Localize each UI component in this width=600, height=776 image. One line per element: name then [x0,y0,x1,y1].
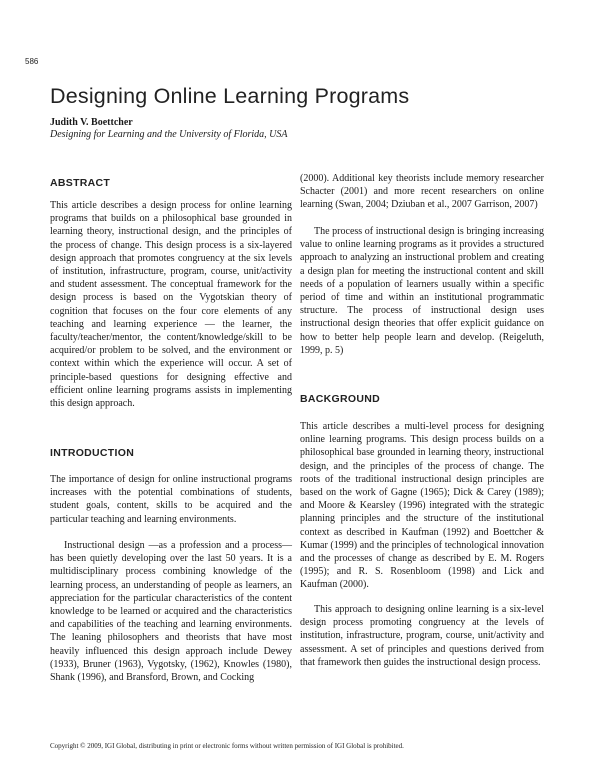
background-paragraph: This article describes a multi-level process for designing online learning programs. This design process builds on a philosophical base grounded in learning theory, instructional design, and the principles of the process of change. The roots of the traditional instructional design principles are based on the work of Gagne (1965); Dick & Carey (1989); and Moore & Kearsley (1996) integrated with the strategic planning principles and the structure of the institutional context as described in Kaufman (1992) and Boettcher & Kumar (1999) and the principles of technological innovation and the processes of change as described by E. M. Rogers (1995); and R. S. Rosenbloom (1998) and Lick and Kaufman (2000). [300,421,544,591]
author-affiliation: Designing for Learning and the University of Florida, USA [50,129,288,140]
body-paragraph: (2000). Additional key theorists include memory researcher Schacter (2001) and more recent researchers on online learning (Swan, 2004; Dziuban et al., 2007 Garrison, 2007) [300,173,544,211]
copyright-footer: Copyright © 2009, IGI Global, distributing in print or electronic forms without written permission of IGI Global is prohibited. [50,742,404,750]
author-name: Judith V. Boettcher [50,117,133,128]
abstract-text: This article describes a design process for online learning programs that builds on a philosophical base grounded in learning theory, instructional design, and the principles of the process of change. This design process is a six-layered design approach that promotes congruency at the six levels of institution, infrastructure, program, course, unit/activity and student assessment. The conceptual framework for the design process is based on the Vygotskian theory of cognition that focuses on the four core elements of any teaching and learning experience — the learner, the faculty/teacher/mentor, the content/knowledge/skill to be acquired/or problem to be solved, and the environment or context within which the experience will occur. A set of principle-based questions for designing effective and efficient online learning programs assists in implementing this design approach. [50,200,292,410]
introduction-heading: INTRODUCTION [50,447,135,459]
article-title: Designing Online Learning Programs [50,84,410,108]
page-number: 586 [25,57,39,66]
background-paragraph: This approach to designing online learning is a six-level design process promoting congruency at the levels of institution, infrastructure, program, course, unit/activity and assessment. A set of principles and questions derived from that framework then guides the instructional design process. [300,604,544,668]
abstract-heading: ABSTRACT [50,177,111,189]
body-paragraph: The process of instructional design is bringing increasing value to online learning programs as it provides a structured approach to analyzing an instructional problem and creating a design plan for meeting the instructional content and skill needs of a population of learners usually within a specific period of time and within an institutional programmatic structure. The process of instructional design uses instructional design theories that offer explicit guidance on how to better help people learn and develop. (Reigeluth, 1999, p. 5) [300,226,544,356]
background-heading: BACKGROUND [300,393,380,405]
introduction-paragraph: Instructional design —as a profession and a process— has been quietly developing over the last 50 years. It is a multidisciplinary process combining knowledge of the learning process, an understanding of people as learners, an appreciation for the particular characteristics of the content knowledge to be learned or acquired and the characteristics and capabilities of the teaching and learning environments. The leaning philosophers and theorists that have most heavily influenced this design approach include Dewey (1933), Bruner (1963), Vygotsky, (1962), Knowles (1980), Shank (1996), and Bransford, Brown, and Cocking [50,540,292,684]
introduction-paragraph: The importance of design for online instructional programs increases with the potential combinations of students, student goals, content, skills to be acquired and the particular teaching and learning environments. [50,474,292,525]
